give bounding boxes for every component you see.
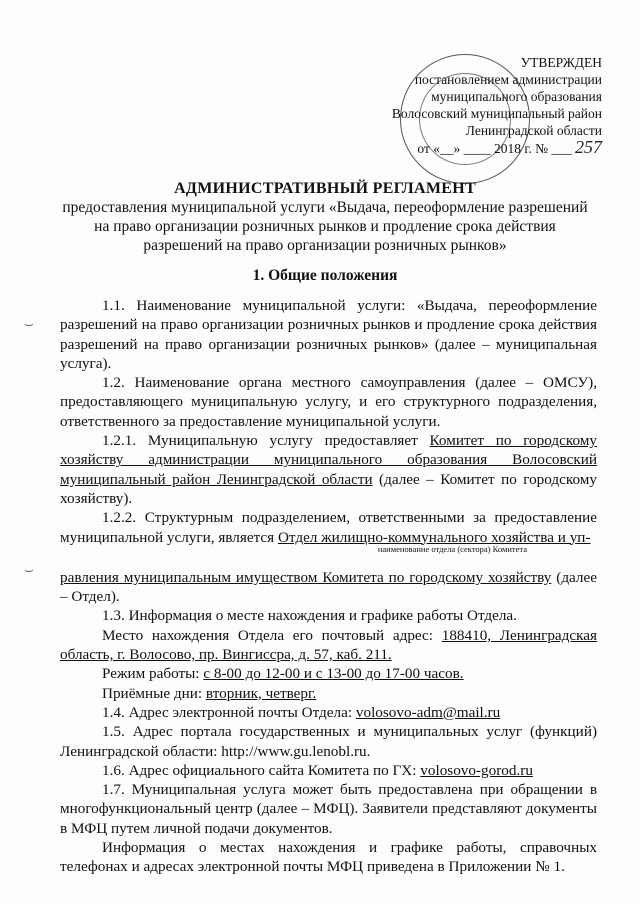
paragraph-1-7: 1.7. Муниципальная услуга может быть предоставлена при обращении в многофункциональный центр (далее – МФЦ). Заявители представляют документы в МФЦ путем личной подачи документов. — [60, 781, 597, 837]
document-body — [60, 296, 597, 877]
paragraph-1-4: 1.4. Адрес электронной почты Отдела: volosovo-adm@mail.ru — [102, 703, 501, 721]
margin-mark: ⌣ — [24, 563, 34, 579]
approval-line: УТВЕРЖДЕН — [520, 55, 602, 70]
paragraph-1-3: 1.3. Информация о месте нахождения и графике работы Отдела. — [102, 607, 517, 625]
department-name-cont: равления муниципальным имуществом Комитета по городскому хозяйству — [60, 568, 552, 586]
paragraph-1-1: 1.1. Наименование муниципальной услуги: «Выдача, переоформление разрешений на право организации розничных рынков и продление срока действия разрешений на право организации розничных рынков» (далее – муниципальная услуга). — [60, 297, 597, 372]
paragraph-hours: Режим работы: с 8-00 до 12-00 и с 13-00 до 17-00 часов. — [102, 665, 464, 683]
paragraph-1-2-2: 1.2.2. Структурным подразделением, ответственными за предоставление муниципальной услуги, является Отдел жилищно-коммунального хозяйства и уп- — [60, 509, 597, 546]
section-heading: 1. Общие положения — [252, 267, 398, 284]
department-name: Отдел жилищно-коммунального хозяйства и уп- — [277, 528, 591, 546]
field-hint: наименование отдела (сектора) Комитета — [377, 543, 527, 554]
paragraph-days: Приёмные дни: вторник, четверг. — [102, 684, 317, 702]
reception-days: вторник, четверг. — [205, 684, 317, 702]
signature-number: 257 — [575, 137, 602, 157]
paragraph-mfc-info: Информация о местах нахождения и графике работы, справочных телефонах и адресах электронной почты МФЦ приведена в Приложении № 1. — [60, 839, 597, 876]
paragraph-address: Место нахождения Отдела его почтовый адрес: 188410, Ленинградская область, г. Волосово, пр. Вингиссра, д. 57, каб. 211. — [60, 626, 598, 664]
approval-block — [372, 54, 602, 157]
paragraph-1-5: 1.5. Адрес портала государственных и муниципальных услуг (функций) Ленинградской области: http://www.gu.lenobl.ru. — [60, 723, 597, 760]
approval-date-line: от «__» ____ 2018 г. № ___ 257 — [417, 137, 602, 157]
committee-name: Комитет по городскому хозяйству администрации муниципального образования Волосовский муниципальный район Ленинградской области — [60, 432, 597, 488]
paragraph-1-2-1: 1.2.1. Муниципальную услугу предоставляет Комитет по городскому хозяйству администрации муниципального образования Волосовский муниципальный район Ленинградской области (далее – Комитет по городскому хозяйству). — [60, 432, 597, 507]
postal-address: 188410, Ленинградская область, г. Волосово, пр. Вингиссра, д. 57, каб. 211. — [60, 626, 598, 664]
approval-line: постановлением администрации — [414, 72, 602, 87]
work-hours: с 8-00 до 12-00 и с 13-00 до 17-00 часов. — [203, 665, 464, 683]
email-address: volosovo-adm@mail.ru — [355, 703, 501, 721]
paragraph-1-6: 1.6. Адрес официального сайта Комитета по ГХ: volosovo-gorod.ru — [102, 761, 533, 779]
document-subtitle: предоставления муниципальной услуги «Выдача, переоформление разрешений на право организации розничных рынков и продление срока действия разрешений на право организации розничных рынков» — [62, 199, 588, 254]
paragraph-1-2: 1.2. Наименование органа местного самоуправления (далее – ОМСУ), предоставляющего муниципальную услугу, и его структурного подразделения, ответственного за предоставление муниципальной услуги. — [60, 374, 597, 430]
approval-line: муниципального образования — [431, 89, 602, 104]
document-title: АДМИНИСТРАТИВНЫЙ РЕГЛАМЕНТ — [174, 180, 476, 197]
approval-line: Волосовский муниципальный район — [391, 106, 602, 121]
website-address: volosovo-gorod.ru — [420, 761, 533, 779]
margin-mark: ⌣ — [24, 317, 34, 333]
paragraph-1-2-2-cont: равления муниципальным имуществом Комитета по городскому хозяйству (далее – Отдел). — [60, 568, 597, 606]
approval-line: Ленинградской области — [465, 123, 602, 138]
